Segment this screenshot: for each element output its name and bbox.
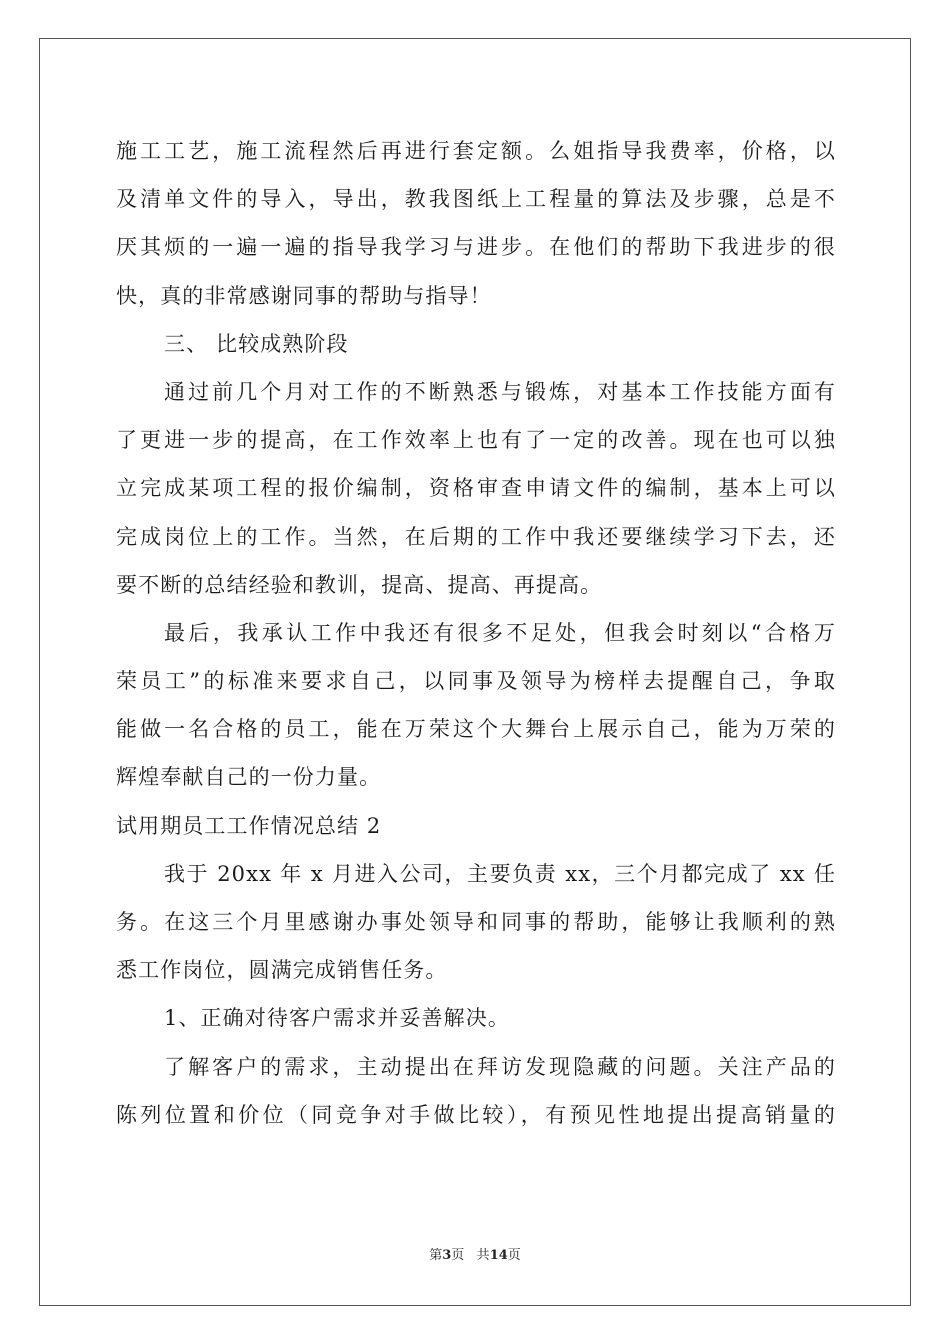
footer-total-pages: 14: [489, 1248, 508, 1263]
document-body: [116, 127, 836, 1139]
list-item-heading: 1、正确对待客户需求并妥善解决。: [164, 1006, 510, 1031]
text-line: 务。在这三个月里感谢办事处领导和同事的帮助，能够让我顺利的熟: [116, 910, 836, 934]
text-line: 了解客户的需求，主动提出在拜访发现隐藏的问题。关注产品的: [164, 1054, 836, 1079]
text-line: 立完成某项工程的报价编制，资格审查申请文件的编制，基本上可以: [116, 476, 836, 501]
footer-prefix: 第: [429, 1248, 443, 1263]
text-line: 辉煌奉献自己的一份力量。: [116, 765, 382, 790]
document-subtitle: 试用期员工工作情况总结 2: [116, 813, 382, 838]
text-line: 完成岗位上的工作。当然，在后期的工作中我还要继续学习下去，还: [116, 524, 836, 549]
text-line: 陈列位置和价位（同竞争对手做比较），有预见性地提出提高销量的: [116, 1102, 836, 1127]
footer-total-suffix: 页: [507, 1248, 521, 1263]
text-line: 施工工艺，施工流程然后再进行套定额。么姐指导我费率，价格，以: [116, 139, 836, 163]
footer-page-number: 3: [442, 1248, 452, 1263]
text-line: 通过前几个月对工作的不断熟悉与锻炼，对基本工作技能方面有: [164, 379, 836, 404]
text-line: 及清单文件的导入，导出，教我图纸上工程量的算法及步骤，总是不: [116, 187, 836, 212]
text-line: 了更进一步的提高，在工作效率上也有了一定的改善。现在也可以独: [116, 428, 836, 453]
footer-page-suffix: 页: [451, 1248, 465, 1263]
footer-total-prefix: 共: [476, 1248, 490, 1263]
text-line: 荣员工”的标准来要求自己，以同事及领导为榜样去提醒自己，争取: [116, 669, 836, 694]
text-line: 要不断的总结经验和教训，提高、提高、再提高。: [116, 572, 603, 597]
section-heading: 三、 比较成熟阶段: [164, 331, 349, 356]
text-line: 悉工作岗位，圆满完成销售任务。: [116, 958, 448, 983]
page-footer: [0, 1247, 950, 1265]
text-line: 快，真的非常感谢同事的帮助与指导！: [116, 283, 492, 308]
text-line: 厌其烦的一遍一遍的指导我学习与进步。在他们的帮助下我进步的很: [116, 235, 836, 260]
text-line: 我于 20xx 年 x 月进入公司，主要负责 xx，三个月都完成了 xx 任: [164, 861, 836, 886]
text-line: 能做一名合格的员工，能在万荣这个大舞台上展示自己，能为万荣的: [116, 717, 836, 742]
text-line: 最后，我承认工作中我还有很多不足处，但我会时刻以“合格万: [164, 620, 836, 645]
